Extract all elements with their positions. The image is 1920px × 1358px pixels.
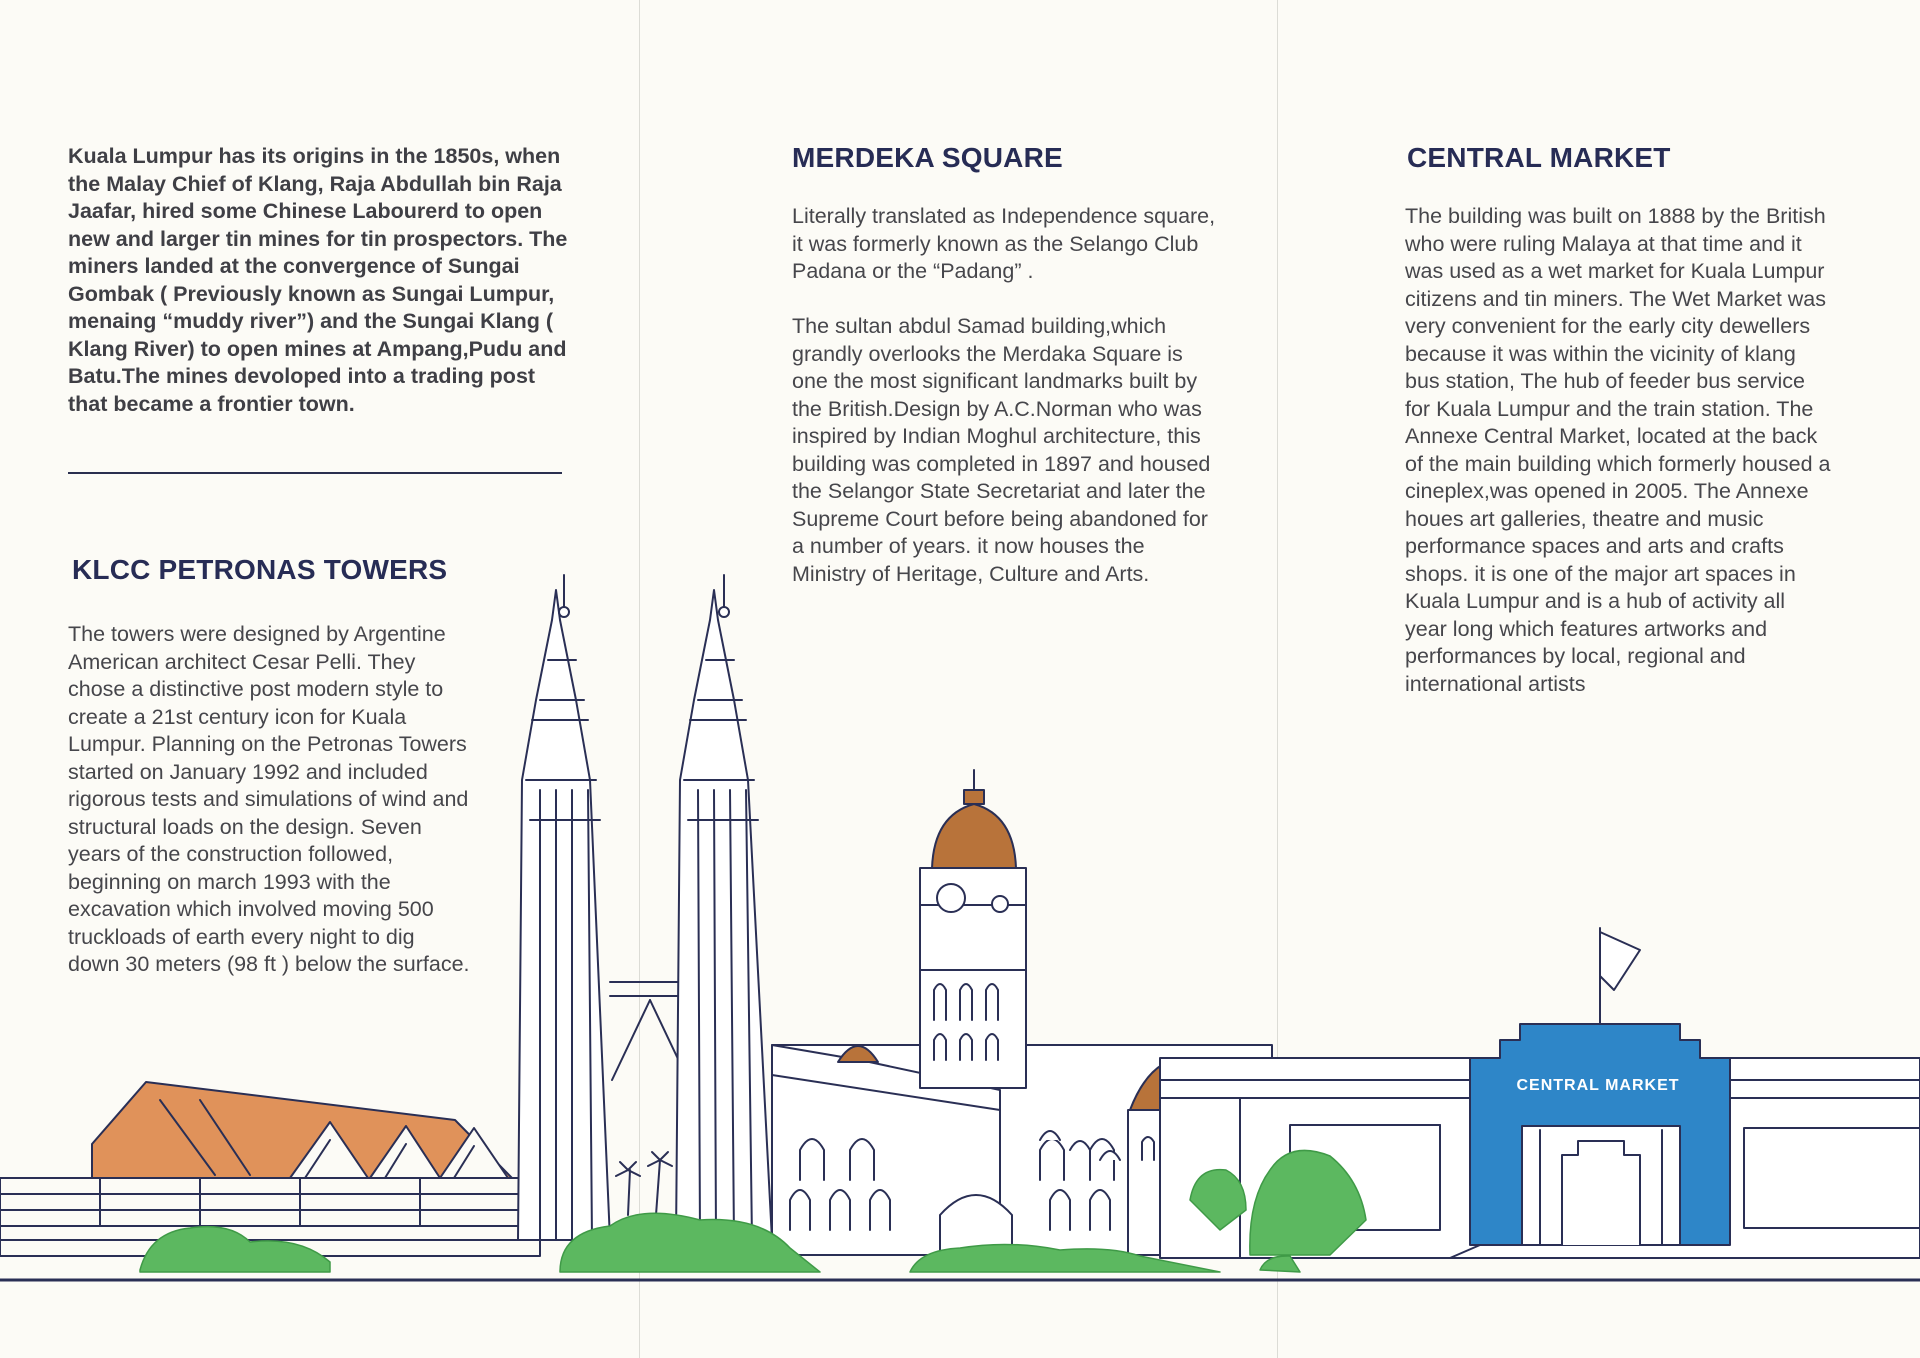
petronas-tower-right bbox=[676, 575, 772, 1240]
klcc-paragraph: The towers were designed by Argentine American architect Cesar Pelli. They chose a distinctive post modern style to create a 21st century icon for Kuala Lumpur. Planning on the Petronas Towers started on January 1992 and included rigorous tests and simulations of wind and structural loads on the design. Seven years of the construction followed, beginning on march 1993 with the excavation which involved moving 500 truckloads of earth every night to dig down 30 meters (98 ft ) below the surface. bbox=[68, 622, 470, 976]
merdeka-paragraph-1: Literally translated as Independence square, it was formerly known as the Selango Club Padana or the “Padang” . bbox=[792, 204, 1216, 283]
central-market-heading: CENTRAL MARKET bbox=[1407, 142, 1671, 173]
petronas-tower-left bbox=[518, 575, 610, 1240]
merdeka-paragraph-2: The sultan abdul Samad building,which grandly overlooks the Merdaka Square is one the most significant landmarks built by the British.Design by A.C.Norman who was inspired by Indian Moghul architecture, this building was completed in 1897 and housed the Selangor State Secretariat and later the Supreme Court before being abandoned for a number of years. it now houses the Ministry of Heritage, Culture and Arts. bbox=[792, 314, 1211, 586]
merdeka-text bbox=[792, 203, 1224, 616]
section-divider bbox=[68, 472, 562, 474]
klcc-convention-centre bbox=[0, 1082, 540, 1256]
central-market-paragraph: The building was built on 1888 by the British who were ruling Malaya at that time and it was used as a wet market for Kuala Lumpur citizens and tin miners. The Wet Market was very convenient for the early city dewellers because it was within the vicinity of klang bus station, The hub of feeder bus service for Kuala Lumpur and the train station. The Annexe Central Market, located at the back of the main building which formerly housed a cineplex,was opened in 2005. The Annexe houes art galleries, theatre and music performance spaces and arts and crafts shops. it is one of the major art spaces in Kuala Lumpur and is a hub of activity all year long which features artworks and performances by local, regional and international artists bbox=[1405, 204, 1831, 696]
palm-trees bbox=[616, 1152, 672, 1215]
central-market-sign: CENTRAL MARKET bbox=[1516, 1077, 1680, 1094]
merdeka-heading: MERDEKA SQUARE bbox=[792, 142, 1063, 173]
kuala-lumpur-skyline-illustration bbox=[0, 560, 1920, 1300]
intro-paragraph: Kuala Lumpur has its origins in the 1850s, when the Malay Chief of Klang, Raja Abdullah bin Raja Jaafar, hired some Chinese Labourerd to open new and larger tin mines for tin prospectors. The miners landed at the convergence of Sungai Gombak ( Previously known as Sungai Lumpur, menaing “muddy river”) and the Sungai Klang ( Klang River) to open mines at Ampang,Pudu and Batu.The mines devoloped into a trading post that became a frontier town. bbox=[68, 144, 568, 416]
klcc-heading: KLCC PETRONAS TOWERS bbox=[72, 554, 448, 585]
